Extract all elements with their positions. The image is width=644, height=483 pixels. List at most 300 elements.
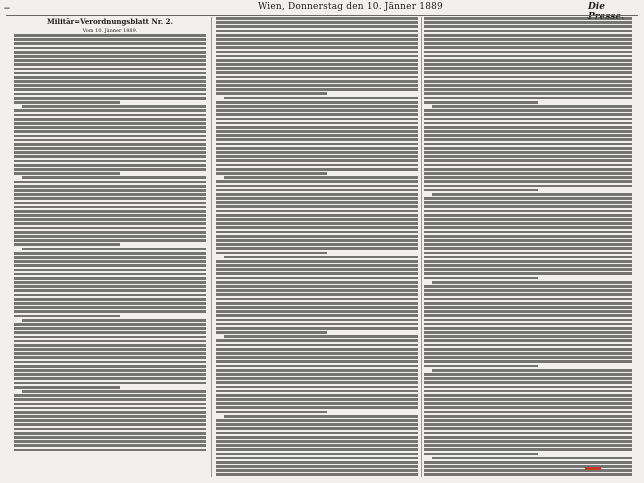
text-line <box>432 457 632 460</box>
text-line <box>424 122 632 125</box>
text-line <box>14 444 206 447</box>
text-line <box>14 202 206 205</box>
text-line <box>216 164 418 167</box>
text-line <box>14 382 206 385</box>
text-line <box>216 281 418 284</box>
text-line <box>424 285 632 288</box>
text-line <box>424 159 632 162</box>
text-line <box>216 159 418 162</box>
text-line <box>424 76 632 79</box>
text-line <box>14 269 206 272</box>
text-line <box>216 272 418 275</box>
text-line <box>216 314 418 317</box>
text-line <box>216 189 418 192</box>
text-line <box>14 277 206 280</box>
text-line <box>424 411 632 414</box>
text-line <box>14 398 206 401</box>
text-line <box>14 164 206 167</box>
text-line <box>216 457 418 460</box>
text-line <box>424 260 632 263</box>
text-line <box>14 264 206 267</box>
column-2 <box>216 17 418 479</box>
text-line <box>216 147 418 150</box>
masthead-left-mark: — <box>4 5 10 12</box>
text-line <box>424 427 632 430</box>
text-line <box>22 176 206 179</box>
text-line <box>216 218 418 221</box>
text-line <box>432 105 632 108</box>
text-line <box>216 17 418 20</box>
text-line <box>424 218 632 221</box>
text-line <box>424 310 632 313</box>
text-line <box>424 398 632 401</box>
text-line <box>14 273 206 276</box>
text-line <box>14 344 206 347</box>
text-line <box>216 419 418 422</box>
text-line <box>424 415 632 418</box>
text-line <box>424 394 632 397</box>
text-line <box>216 411 327 414</box>
text-line <box>216 42 418 45</box>
text-line <box>22 319 206 322</box>
text-line <box>14 306 206 309</box>
text-line <box>424 205 632 208</box>
text-line <box>424 80 632 83</box>
text-line <box>216 369 418 372</box>
text-line <box>216 67 418 70</box>
text-line <box>14 72 206 75</box>
text-line <box>216 390 418 393</box>
text-line <box>424 352 632 355</box>
text-line <box>424 34 632 37</box>
text-line <box>424 335 632 338</box>
text-line <box>14 155 206 158</box>
column-1 <box>14 17 206 479</box>
text-line <box>424 155 632 158</box>
text-line <box>424 298 632 301</box>
text-line <box>14 151 206 154</box>
column-3-body <box>424 17 632 476</box>
text-line <box>216 310 418 313</box>
text-line <box>216 264 418 267</box>
text-line <box>216 469 418 472</box>
text-line <box>14 436 206 439</box>
text-line <box>14 365 206 368</box>
text-line <box>424 189 538 192</box>
text-line <box>424 151 632 154</box>
text-line <box>216 25 418 28</box>
text-line <box>424 360 632 363</box>
text-line <box>14 394 206 397</box>
text-line <box>14 210 206 213</box>
text-line <box>14 63 206 66</box>
text-line <box>424 365 538 368</box>
text-line <box>216 444 418 447</box>
text-line <box>216 71 418 74</box>
text-line <box>14 428 206 431</box>
text-line <box>14 331 206 334</box>
text-line <box>424 222 632 225</box>
text-line <box>432 369 632 372</box>
column-divider-1 <box>211 17 212 477</box>
text-line <box>216 105 418 108</box>
text-line <box>424 97 632 100</box>
text-line <box>424 235 632 238</box>
text-line <box>424 143 632 146</box>
text-line <box>216 109 418 112</box>
text-line <box>14 185 206 188</box>
column-1-subtitle: Vom 10. Jänner 1889. <box>82 28 138 34</box>
text-line <box>216 302 418 305</box>
text-line <box>216 356 418 359</box>
text-line <box>14 327 206 330</box>
text-line <box>424 306 632 309</box>
text-line <box>424 164 632 167</box>
text-line <box>424 138 632 141</box>
text-line <box>216 243 418 246</box>
text-line <box>216 432 418 435</box>
text-line <box>216 293 418 296</box>
text-line <box>216 247 418 250</box>
text-line <box>424 239 632 242</box>
text-line <box>424 38 632 41</box>
text-line <box>216 465 418 468</box>
text-line <box>424 331 632 334</box>
text-line <box>216 193 418 196</box>
text-line <box>216 285 418 288</box>
text-line <box>216 30 418 33</box>
text-line <box>424 406 632 409</box>
text-line <box>14 139 206 142</box>
text-line <box>424 176 632 179</box>
red-marked-word <box>585 467 601 470</box>
text-line <box>216 113 418 116</box>
text-line <box>216 440 418 443</box>
text-line <box>216 222 418 225</box>
text-line <box>14 118 206 121</box>
header-rule <box>6 15 638 16</box>
text-line <box>216 260 418 263</box>
text-line <box>216 377 418 380</box>
text-line <box>216 365 418 368</box>
text-line <box>424 448 632 451</box>
text-line <box>22 248 206 251</box>
text-line <box>216 84 418 87</box>
text-line <box>14 252 206 255</box>
text-line <box>216 235 418 238</box>
text-line <box>216 38 418 41</box>
text-line <box>424 419 632 422</box>
column-1-title: Militär=Verordnungsblatt Nr. 2. <box>47 17 173 26</box>
text-line <box>424 88 632 91</box>
text-line <box>424 109 632 112</box>
text-line <box>216 130 418 133</box>
text-line <box>14 59 206 62</box>
text-line <box>216 180 418 183</box>
text-line <box>14 168 206 171</box>
text-line <box>424 21 632 24</box>
text-line <box>216 398 418 401</box>
text-line <box>14 222 206 225</box>
text-line <box>216 381 418 384</box>
text-line <box>424 71 632 74</box>
text-line <box>216 126 418 129</box>
text-line <box>216 394 418 397</box>
text-line <box>216 268 418 271</box>
text-line <box>216 402 418 405</box>
text-line <box>14 227 206 230</box>
text-line <box>424 147 632 150</box>
text-line <box>14 193 206 196</box>
text-line <box>216 339 418 342</box>
text-line <box>424 386 632 389</box>
text-line <box>14 407 206 410</box>
text-line <box>14 101 120 104</box>
text-line <box>14 42 206 45</box>
text-line <box>14 323 206 326</box>
text-line <box>424 197 632 200</box>
text-line <box>216 226 418 229</box>
text-line <box>424 63 632 66</box>
text-line <box>424 214 632 217</box>
text-line <box>424 432 632 435</box>
masthead <box>0 2 644 14</box>
text-line <box>424 256 632 259</box>
text-line <box>14 348 206 351</box>
text-line <box>14 84 206 87</box>
text-line <box>14 143 206 146</box>
text-line <box>14 243 120 246</box>
text-line <box>14 356 206 359</box>
text-line <box>424 461 632 464</box>
text-line <box>224 256 418 259</box>
text-line <box>424 289 632 292</box>
text-line <box>424 390 632 393</box>
text-line <box>224 97 418 100</box>
text-line <box>216 21 418 24</box>
text-line <box>216 63 418 66</box>
text-line <box>432 193 632 196</box>
text-line <box>424 473 632 476</box>
text-line <box>424 293 632 296</box>
text-line <box>14 109 206 112</box>
text-line <box>424 272 632 275</box>
text-line <box>424 231 632 234</box>
text-line <box>424 172 632 175</box>
text-line <box>216 92 327 95</box>
text-line <box>216 327 418 330</box>
text-line <box>22 390 206 393</box>
text-line <box>424 327 632 330</box>
text-line <box>216 231 418 234</box>
text-line <box>216 461 418 464</box>
text-line <box>216 122 418 125</box>
text-line <box>216 59 418 62</box>
text-line <box>14 415 206 418</box>
text-line <box>224 335 418 338</box>
text-line <box>424 268 632 271</box>
text-line <box>424 444 632 447</box>
text-line <box>216 352 418 355</box>
text-line <box>14 135 206 138</box>
text-line <box>216 214 418 217</box>
text-line <box>216 118 418 121</box>
text-line <box>424 46 632 49</box>
text-line <box>216 331 327 334</box>
text-line <box>14 231 206 234</box>
text-line <box>424 226 632 229</box>
text-line <box>14 235 206 238</box>
text-line <box>216 348 418 351</box>
text-line <box>14 285 206 288</box>
text-line <box>216 252 327 255</box>
text-line <box>216 172 327 175</box>
text-line <box>14 51 206 54</box>
text-line <box>216 134 418 137</box>
text-line <box>424 381 632 384</box>
text-line <box>14 310 206 313</box>
text-line <box>14 68 206 71</box>
text-line <box>14 181 206 184</box>
text-line <box>216 34 418 37</box>
text-line <box>424 277 538 280</box>
text-line <box>14 47 206 50</box>
text-line <box>424 210 632 213</box>
text-line <box>14 189 206 192</box>
text-line <box>14 197 206 200</box>
text-line <box>424 101 538 104</box>
text-line <box>14 411 206 414</box>
text-line <box>216 344 418 347</box>
text-line <box>216 323 418 326</box>
text-line <box>424 180 632 183</box>
text-line <box>216 423 418 426</box>
text-line <box>432 281 632 284</box>
text-line <box>216 197 418 200</box>
text-line <box>14 377 206 380</box>
text-line <box>424 51 632 54</box>
text-line <box>14 294 206 297</box>
text-line <box>14 373 206 376</box>
text-line <box>216 55 418 58</box>
text-line <box>216 453 418 456</box>
text-line <box>14 315 120 318</box>
text-line <box>216 138 418 141</box>
text-line <box>424 319 632 322</box>
text-line <box>424 25 632 28</box>
text-line <box>424 134 632 137</box>
text-line <box>424 67 632 70</box>
text-line <box>424 59 632 62</box>
text-line <box>224 176 418 179</box>
text-line <box>216 155 418 158</box>
text-line <box>216 427 418 430</box>
text-line <box>424 264 632 267</box>
text-line <box>14 361 206 364</box>
text-line <box>14 38 206 41</box>
text-line <box>424 402 632 405</box>
text-line <box>14 419 206 422</box>
column-divider-2 <box>421 17 422 477</box>
text-line <box>14 114 206 117</box>
text-line <box>424 323 632 326</box>
text-line <box>216 76 418 79</box>
text-line <box>22 105 206 108</box>
column-2-body <box>216 17 418 476</box>
text-line <box>424 252 632 255</box>
text-line <box>216 289 418 292</box>
text-line <box>14 55 206 58</box>
text-line <box>216 143 418 146</box>
text-line <box>424 453 538 456</box>
text-line <box>424 201 632 204</box>
text-line <box>14 369 206 372</box>
text-line <box>14 126 206 129</box>
text-line <box>216 205 418 208</box>
text-line <box>14 336 206 339</box>
text-line <box>224 415 418 418</box>
date-line: Wien, Donnerstag den 10. Jänner 1889 <box>258 2 443 12</box>
text-line <box>424 302 632 305</box>
text-line <box>424 344 632 347</box>
text-line <box>14 256 206 259</box>
text-line <box>216 406 418 409</box>
text-line <box>14 281 206 284</box>
text-line <box>14 122 206 125</box>
text-line <box>14 403 206 406</box>
text-line <box>216 185 418 188</box>
text-line <box>424 84 632 87</box>
text-line <box>424 168 632 171</box>
text-line <box>424 92 632 95</box>
text-line <box>216 151 418 154</box>
text-line <box>216 448 418 451</box>
text-line <box>216 239 418 242</box>
text-line <box>14 80 206 83</box>
text-line <box>14 386 120 389</box>
text-line <box>424 314 632 317</box>
text-line <box>424 348 632 351</box>
text-line <box>14 440 206 443</box>
text-line <box>216 168 418 171</box>
text-line <box>14 449 206 452</box>
text-line <box>216 373 418 376</box>
paper-name: Die <box>588 2 605 12</box>
text-line <box>216 298 418 301</box>
text-line <box>14 302 206 305</box>
text-line <box>424 436 632 439</box>
text-line <box>216 201 418 204</box>
text-line <box>14 218 206 221</box>
text-line <box>14 289 206 292</box>
text-line <box>14 352 206 355</box>
text-line <box>424 373 632 376</box>
column-1-body <box>14 34 206 451</box>
text-line <box>424 30 632 33</box>
text-line <box>424 247 632 250</box>
text-line <box>424 130 632 133</box>
text-line <box>424 55 632 58</box>
text-line <box>424 126 632 129</box>
text-line <box>14 239 206 242</box>
text-line <box>424 423 632 426</box>
text-line <box>216 386 418 389</box>
text-line <box>424 118 632 121</box>
text-line <box>14 260 206 263</box>
text-line <box>216 473 418 476</box>
text-line <box>14 88 206 91</box>
text-line <box>14 340 206 343</box>
